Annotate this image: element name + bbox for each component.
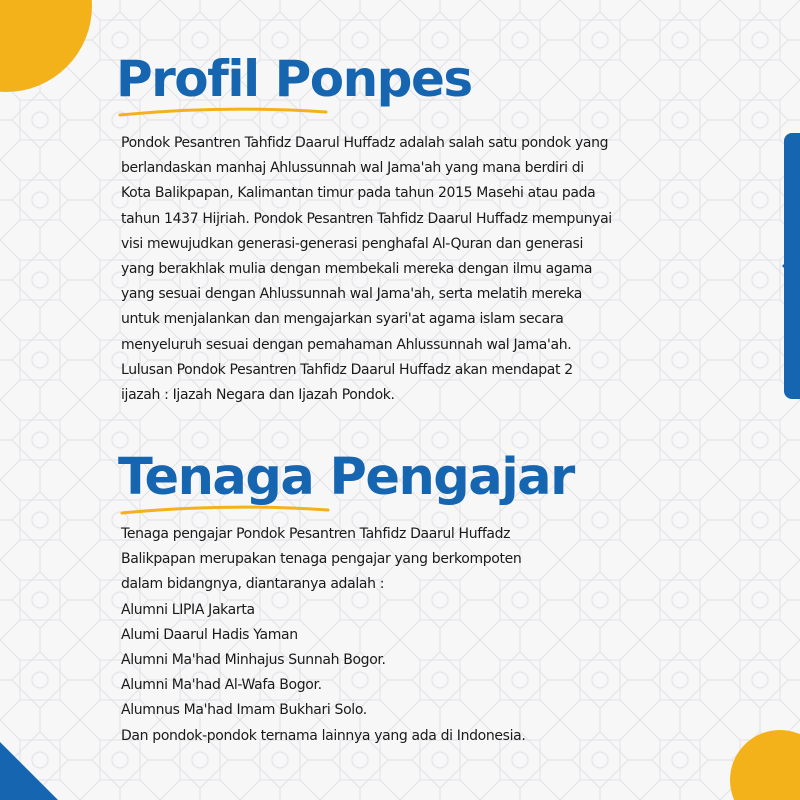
section-title-tenaga-pengajar: Tenaga Pengajar: [118, 448, 574, 507]
alumni-list-item: Alumni Ma'had Minhajus Sunnah Bogor.: [121, 652, 386, 669]
side-tab-arrow: [782, 258, 790, 274]
paragraph-line: berlandaskan manhaj Ahlussunnah wal Jama'ah yang mana berdiri di: [121, 160, 584, 177]
corner-decoration-bottom-left: [0, 742, 58, 800]
alumni-list-item: Dan pondok-pondok ternama lainnya yang ada di Indonesia.: [121, 727, 526, 744]
alumni-list-item: Alumnus Ma'had Imam Bukhari Solo.: [121, 702, 367, 719]
paragraph-line: Lulusan Pondok Pesantren Tahfidz Daarul Huffadz akan mendapat 2: [121, 361, 573, 378]
paragraph-line: Tenaga pengajar Pondok Pesantren Tahfidz Daarul Huffadz: [121, 526, 511, 542]
paragraph-line: untuk menjalankan dan mengajarkan syari'at agama islam secara: [121, 311, 564, 328]
paragraph-line: yang berakhlak mulia dengan membekali mereka dengan ilmu agama: [121, 261, 593, 278]
paragraph-line: yang sesuai dengan Ahlussunnah wal Jama'ah, serta melatih mereka: [121, 286, 583, 303]
alumni-list-item: Alumni Ma'had Al-Wafa Bogor.: [121, 677, 322, 694]
title-underline-swoosh: [118, 106, 328, 120]
paragraph-line: visi mewujudkan generasi-generasi penghafal Al-Quran dan generasi: [121, 235, 583, 252]
paragraph-line: Pondok Pesantren Tahfidz Daarul Huffadz adalah salah satu pondok yang: [121, 135, 609, 151]
paragraph-line: dalam bidangnya, diantaranya adalah :: [121, 576, 385, 593]
alumni-list-item: Alumni LIPIA Jakarta: [121, 601, 255, 618]
tenaga-pengajar-paragraph: [121, 522, 525, 749]
paragraph-line: menyeluruh sesuai dengan pemahaman Ahlussunnah wal Jama'ah.: [121, 336, 572, 353]
paragraph-line: tahun 1437 Hijriah. Pondok Pesantren Tahfidz Daarul Huffadz mempunyai: [121, 210, 612, 227]
title-underline-swoosh: [120, 504, 330, 518]
section-title-profil: Profil Ponpes: [116, 50, 472, 108]
paragraph-line: Balikpapan merupakan tenaga pengajar yang berkompoten: [121, 551, 522, 568]
alumni-list-item: Alumi Daarul Hadis Yaman: [121, 626, 298, 643]
paragraph-line: Kota Balikpapan, Kalimantan timur pada tahun 2015 Masehi atau pada: [121, 185, 596, 202]
paragraph-line: ijazah : Ijazah Negara dan Ijazah Pondok.: [121, 387, 395, 404]
profil-paragraph: [121, 131, 612, 408]
